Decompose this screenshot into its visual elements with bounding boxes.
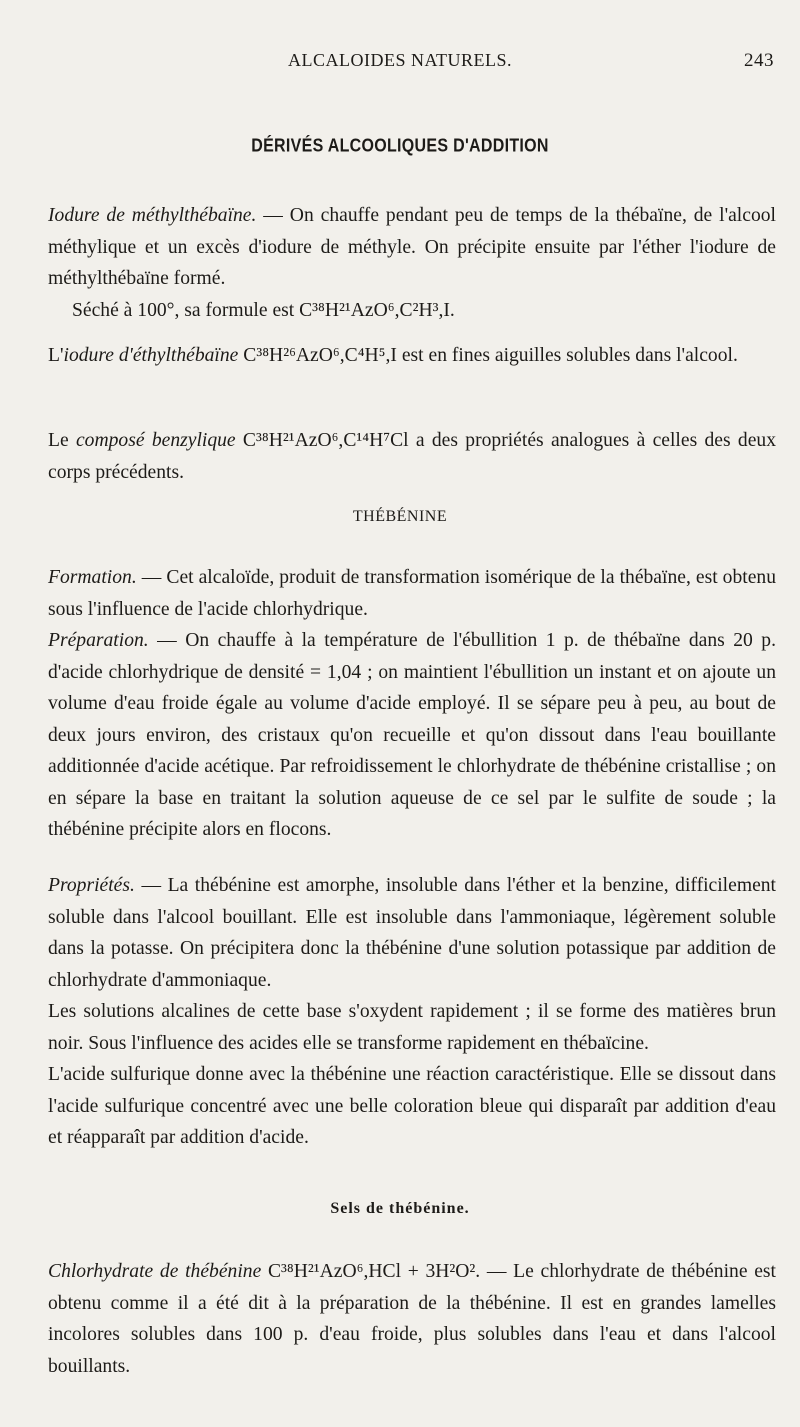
paragraph-benzyl <box>48 425 776 488</box>
term-preparation: Préparation. <box>48 630 149 651</box>
running-title: ALCALOIDES NATURELS. <box>288 50 512 70</box>
paragraph-methyl <box>48 200 776 326</box>
text-proprietes: — La thébénine est amorphe, insoluble dans l'éther et la benzine, difficilement soluble dans l'alcool bouillant. Elle est insoluble dans l'ammoniaque, légèrement soluble dans la potasse. On précipitera donc la thébénine d'une solution potassique par addition de chlorhydrate d'ammoniaque. <box>48 875 776 991</box>
formula-methyl: Séché à 100°, sa formule est C³⁸H²¹AzO⁶,C²H³,I. <box>72 299 455 321</box>
section-title: DÉRIVÉS ALCOOLIQUES D'ADDITION <box>251 136 549 157</box>
text-chlorhydrate: C³⁸H²¹AzO⁶,HCl + 3H²O². — Le chlorhydrate de thébénine est obtenu comme il a été dit à la préparation de la thébénine. Il est en grandes lamelles incolores solubles dans 100 p. d'eau froide, plus solubles dans l'eau et dans l'alcool bouillants. <box>48 1261 776 1377</box>
term-proprietes: Propriétés. <box>48 875 135 896</box>
paragraph-chlorhydrate <box>48 1256 776 1382</box>
page-number: 243 <box>744 50 774 71</box>
term-formation: Formation. <box>48 567 137 588</box>
formation-preparation-block <box>48 562 776 846</box>
term-ethyl: iodure d'éthylthébaïne <box>63 345 239 366</box>
paragraph-ethyl <box>48 340 776 372</box>
paragraph-formation <box>48 562 776 625</box>
text-methyl: — On chauffe pendant peu de temps de la thébaïne, de l'alcool méthylique et un excès d'iodure de méthyle. On précipite ensuite par l'éther l'iodure de méthylthébaïne formé. <box>48 205 776 289</box>
paragraph-proprietes <box>48 870 776 996</box>
prefix-benzyl: Le <box>48 430 76 451</box>
heading-sels: Sels de thébénine. <box>330 1200 470 1217</box>
text-preparation: — On chauffe à la température de l'ébullition 1 p. de thébaïne dans 20 p. d'acide chlorhydrique de densité = 1,04 ; on maintient l'ébullition un instant et on ajoute un volume d'eau froide égale au volume d'acide employé. Il se sépare peu à peu, au bout de deux jours environ, des cristaux qu'on recueille et qu'on dissout dans l'eau bouillante additionnée d'acide acétique. Par refroidissement le chlorhydrate de thébénine cristallise ; on en sépare la base en traitant la solution aqueuse de ce sel par le sulfite de soude ; la thébénine précipite alors en flocons. <box>48 630 776 840</box>
proprietes-block <box>48 870 776 1154</box>
term-chlorhydrate: Chlorhydrate de thébénine <box>48 1261 262 1282</box>
paragraph-solutions-alcalines: Les solutions alcalines de cette base s'oxydent rapidement ; il se forme des matières brun noir. Sous l'influence des acides elle se transforme rapidement en thébaïcine. <box>48 1001 776 1054</box>
heading-thebenine: THÉBÉNINE <box>352 508 448 525</box>
text-ethyl: C³⁸H²⁶AzO⁶,C⁴H⁵,I est en fines aiguilles solubles dans l'alcool. <box>238 345 738 366</box>
text-benzyl: C³⁸H²¹AzO⁶,C¹⁴H⁷Cl a des propriétés analogues à celles des deux corps précédents. <box>48 430 776 483</box>
paragraph-acide-sulfurique: L'acide sulfurique donne avec la thébénine une réaction caractéristique. Elle se dissout dans l'acide sulfurique concentré avec une belle coloration bleue qui disparaît par addition d'eau et réapparaît par addition d'acide. <box>48 1064 776 1148</box>
text-formation: — Cet alcaloïde, produit de transformation isomérique de la thébaïne, est obtenu sous l'influence de l'acide chlorhydrique. <box>48 567 776 620</box>
term-methyl: Iodure de méthylthébaïne. <box>48 205 257 226</box>
paragraph-preparation <box>48 625 776 846</box>
prefix-ethyl: L' <box>48 345 64 366</box>
term-benzyl: composé benzylique <box>75 430 236 451</box>
